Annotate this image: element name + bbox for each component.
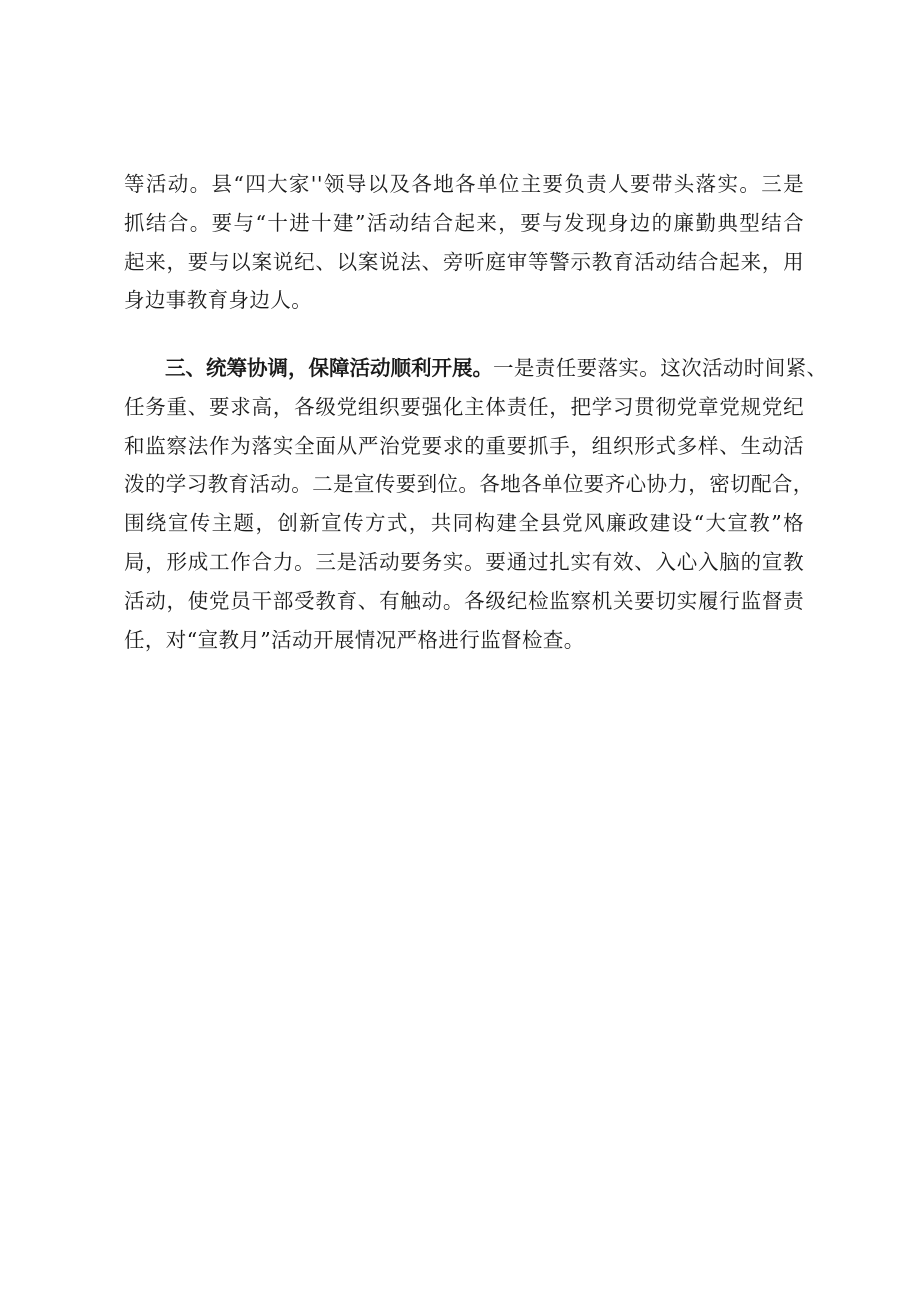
paragraph-coordination-section: [124, 349, 828, 659]
paragraph-first-line: [124, 349, 828, 388]
paragraph-line: 身边事教育身边人。: [124, 288, 313, 313]
paragraph-line: 抓结合。要与“十进十建”活动结合起来，要与发现身边的廉勤典型结合: [124, 210, 804, 235]
paragraph-line-rest: 一是责任要落实。这次活动时间紧、: [493, 356, 828, 380]
paragraph-line: 局，形成工作合力。三是活动要务实。要通过扎实有效、入心入脑的宣教: [124, 549, 804, 574]
paragraph-line: 任务重、要求高，各级党组织要强化主体责任，把学习贯彻党章党规党纪: [124, 394, 804, 419]
paragraph-line: 起来，要与以案说纪、以案说法、旁听庭审等警示教育活动结合起来，用: [124, 249, 804, 274]
paragraph-line: 活动，使党员干部受教育、有触动。各级纪检监察机关要切实履行监督责: [124, 588, 804, 613]
paragraph-line: 泼的学习教育活动。二是宣传要到位。各地各单位要齐心协力，密切配合，: [124, 472, 814, 497]
paragraph-line: 围绕宣传主题，创新宣传方式，共同构建全县党风廉政建设“大宣教”格: [124, 511, 804, 536]
paragraph-line: 等活动。县“四大家''领导以及各地各单位主要负责人要带头落实。三是: [124, 172, 804, 196]
section-heading: 三、统筹协调，保障活动顺利开展。: [165, 356, 493, 380]
paragraph-line: 任，对“宣教月”活动开展情况严格进行监督检查。: [124, 627, 585, 652]
paragraph-activities-implementation: [124, 165, 804, 320]
paragraph-line: 和监察法作为落实全面从严治党要求的重要抓手，组织形式多样、生动活: [124, 433, 804, 458]
